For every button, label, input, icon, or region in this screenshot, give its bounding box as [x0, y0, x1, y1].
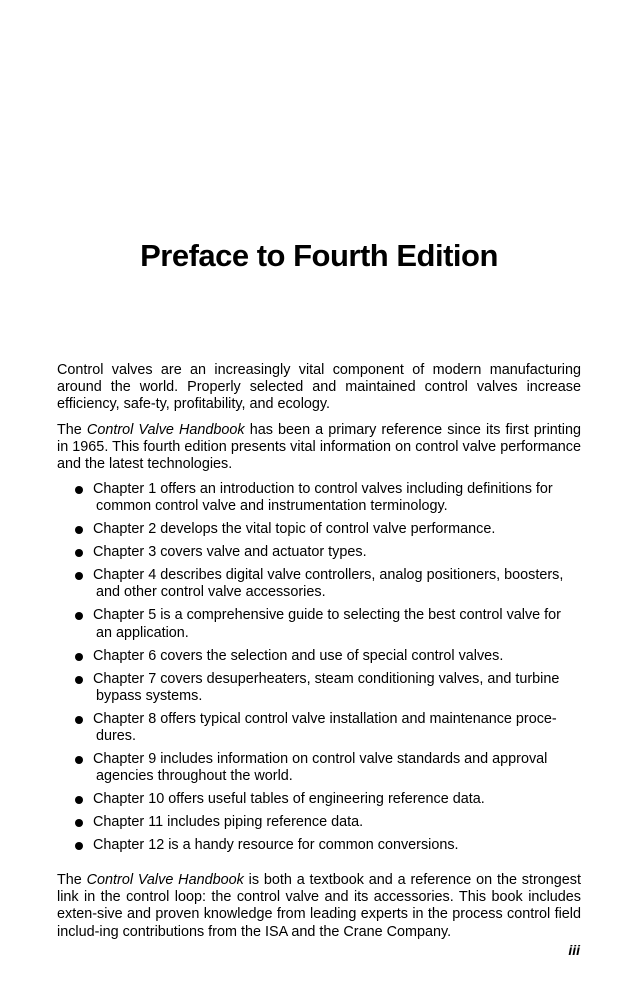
- list-item: [75, 671, 575, 705]
- bullet-icon: [75, 819, 83, 827]
- chapter-line: Chapter 6 covers the selection and use of special control valves.: [93, 647, 504, 664]
- book-title: Control Valve Handbook: [86, 422, 245, 438]
- list-item: [75, 711, 575, 745]
- history-prefix: The: [57, 422, 87, 438]
- list-item: [75, 648, 575, 665]
- bullet-icon: [75, 796, 83, 804]
- list-item: [75, 837, 575, 854]
- bullet-icon: [75, 486, 83, 494]
- list-item: [75, 544, 575, 561]
- chapter-list: [75, 481, 575, 860]
- bullet-icon: [75, 572, 83, 580]
- bullet-icon: [75, 526, 83, 534]
- chapter-line: Chapter 8 offers typical control valve installation and maintenance proce-: [93, 710, 557, 727]
- bullet-icon: [75, 612, 83, 620]
- chapter-line: Chapter 2 develops the vital topic of control valve performance.: [93, 521, 496, 538]
- page-number: iii: [568, 942, 580, 958]
- chapter-line: Chapter 11 includes piping reference data.: [93, 814, 364, 831]
- list-item: [75, 814, 575, 831]
- bullet-icon: [75, 676, 83, 684]
- chapter-line-continued: an application.: [96, 624, 189, 641]
- bullet-icon: [75, 842, 83, 850]
- chapter-line: Chapter 10 offers useful tables of engineering reference data.: [93, 791, 485, 808]
- bullet-icon: [75, 716, 83, 724]
- history-paragraph: [57, 422, 581, 474]
- chapter-line-continued: dures.: [96, 728, 136, 745]
- chapter-line-continued: and other control valve accessories.: [96, 584, 326, 601]
- intro-paragraph: Control valves are an increasingly vital component of modern manufacturing around the world. Properly selected and maintained control valves increase efficiency, safe-ty, profitability, and ecology.: [57, 362, 581, 413]
- chapter-line-continued: bypass systems.: [96, 687, 203, 704]
- history-suffix: has been a primary reference since its first printing in 1965. This fourth edition presents vital information on control valve performance and the latest technologies.: [57, 422, 582, 473]
- list-item: [75, 481, 575, 515]
- book-title: Control Valve Handbook: [86, 872, 244, 888]
- bullet-icon: [75, 756, 83, 764]
- list-item: [75, 607, 575, 641]
- list-item: [75, 791, 575, 808]
- closing-prefix: The: [57, 872, 87, 888]
- closing-paragraph: [57, 872, 581, 941]
- chapter-line: Chapter 1 offers an introduction to control valves including definitions for: [93, 481, 553, 497]
- chapter-line: Chapter 4 describes digital valve controllers, analog positioners, boosters,: [93, 567, 564, 584]
- chapter-line: Chapter 3 covers valve and actuator types.: [93, 544, 367, 561]
- bullet-icon: [75, 549, 83, 557]
- chapter-line-continued: agencies throughout the world.: [96, 768, 293, 785]
- list-item: [75, 567, 575, 601]
- list-item: [75, 751, 575, 785]
- closing-suffix: is both a textbook and a reference on the strongest link in the control loop: the control valve and its accessories. This book includes exten-sive and proven knowledge from leading experts in the process control field includ-ing contributions from the ISA and the Crane Company.: [57, 872, 581, 940]
- page-title: Preface to Fourth Edition: [140, 238, 498, 273]
- chapter-line: Chapter 12 is a handy resource for common conversions.: [93, 837, 459, 854]
- chapter-line: Chapter 7 covers desuperheaters, steam conditioning valves, and turbine: [93, 670, 560, 687]
- chapter-line: Chapter 9 includes information on control valve standards and approval: [93, 751, 548, 768]
- list-item: [75, 521, 575, 538]
- chapter-line-continued: common control valve and instrumentation terminology.: [96, 498, 448, 515]
- chapter-line: Chapter 5 is a comprehensive guide to selecting the best control valve for: [93, 607, 561, 624]
- bullet-icon: [75, 653, 83, 661]
